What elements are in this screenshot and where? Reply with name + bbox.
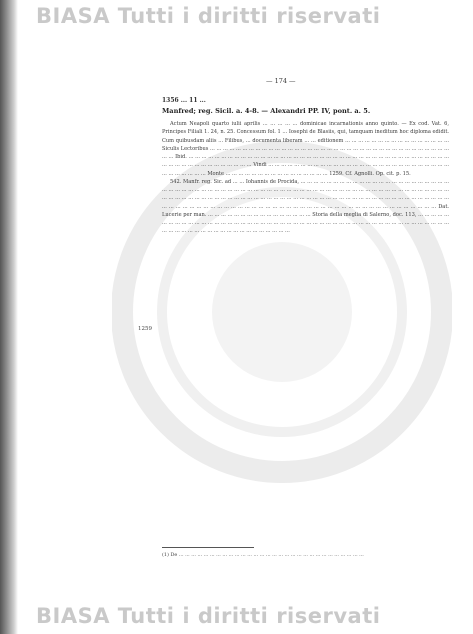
running-head: 1356 ... 11 ... xyxy=(162,97,206,104)
watermark-top: BIASA Tutti i diritti riservati xyxy=(36,4,381,28)
section-head: Manfred; reg. Sicil. a. 4-8. — Alexandri PP. IV, pont. a. 5. xyxy=(162,107,371,115)
paragraph: Actum Neapoli quarto iulii aprilis ... ... ... ... ... dominicae incarnationis anno quinto. — Ex cod. Vat. 6, Principes Filiali 1. 24, n. 25. Concessum fol. 1 ... Iosephi de Blasiis, qui, tamquam ineditum hoc diploma edidit. Cum quibusdam aliis ... Filibus, ... documenta liberam ... ... editionem ... ... ... ... ... ... ... ... ... ... ... ... ... ... ... ... Siculis Lectoribus ... ... ... ... ... ... ... ... ... ... ... ... ... ... ... ... ... ... ... ... ... ... ... ... ... ... ... ... ... ... ... ... ... ... ... ... ... ... ... Ibid. ... ... ... ... ... ... ... ... ... ... ... ... ... ... ... ... ... ... ... ... ... ... ... ... ... ... ... ... ... ... ... ... ... ... ... ... ... ... ... ... ... ... ... ... ... ... ... ... ... ... ... ... ... ... Vindi ... ... ... ... ... ... ... ... ... ... ... ... ... ... ... ... ... ... ... ... ... ... ... ... ... ... ... ... ... ... ... ... ... ... ... Monte ... ... ... ... ... ... ... ... ... ... ... ... ... ... ... ... 1259. Cf. Agnolli. Op. cit. p. 15. xyxy=(162,121,449,177)
body-text xyxy=(162,120,449,236)
page-number: — 174 — xyxy=(266,77,296,85)
scan-left-edge-shadow xyxy=(0,0,18,634)
margin-note: 1259 xyxy=(138,326,152,332)
footnote-rule xyxy=(162,547,254,548)
watermark-bottom: BIASA Tutti i diritti riservati xyxy=(36,604,381,628)
footnote: (1) De ... ... ... ... ... ... ... ... ... ... ... ... ... ... ... ... ... ... ... ... ... ... ... ... ... ... ... ... ... ... xyxy=(162,552,364,558)
paragraph: 542. Manfr. reg. Sic. ad ... ... Iohannis de Procida, ... ... ... ... ... ... ... ... ... ... ... ... ... ... ... ... ... ... ... ... ... ... ... ... ... ... ... ... ... ... ... ... ... ... ... ... ... ... ... ... ... ... ... ... ... ... ... ... ... ... ... ... ... ... ... ... ... ... ... ... ... ... ... ... ... ... ... ... ... ... ... ... ... ... ... ... ... ... ... ... ... ... ... ... ... ... ... ... ... ... ... ... ... ... ... ... ... ... ... ... ... ... ... ... ... ... ... ... ... ... ... ... ... ... ... ... ... ... ... ... ... ... ... ... ... ... ... ... ... ... ... ... ... ... ... ... ... ... ... ... ... ... ... ... ... ... ... ... ... ... ... Dat. Lucerie per man. ... ... ... ... ... ... ... ... ... ... ... ... ... ... ... ... Storia della meglia di Salerno, doc. 113, ... ... ... ... ... ... ... ... ... ... ... ... ... ... ... ... ... ... ... ... ... ... ... ... ... ... ... ... ... ... ... ... ... ... ... ... ... ... ... ... ... ... ... ... ... ... ... ... ... ... ... ... ... ... ... ... ... ... ... ... ... ... ... ... ... ... ... ... ... xyxy=(162,178,449,235)
document-page xyxy=(112,72,449,558)
